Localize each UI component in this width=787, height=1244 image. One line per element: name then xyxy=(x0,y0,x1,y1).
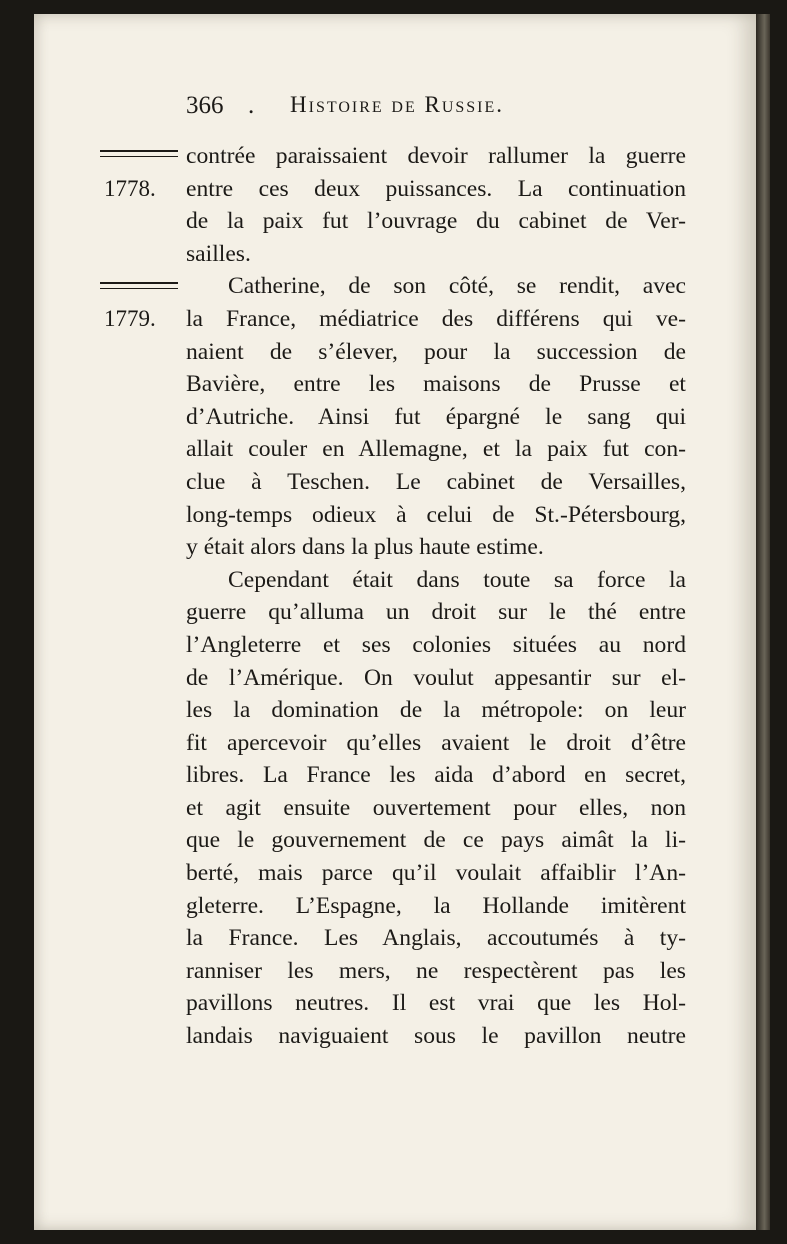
text-line: landais naviguaient sous le pavillon neutre xyxy=(186,1023,686,1050)
page-header xyxy=(186,92,686,128)
text-line: Cependant était dans toute sa force la xyxy=(228,566,686,593)
text-line: berté, mais parce qu’il voulait affaiblir l’An- xyxy=(186,860,686,887)
text-line: Catherine, de son côté, se rendit, avec xyxy=(228,273,686,300)
text-line: long-temps odieux à celui de St.-Pétersbourg, xyxy=(186,501,686,528)
text-line: entre ces deux puissances. La continuation xyxy=(186,175,686,202)
margin-year-1778: 1778. xyxy=(104,176,156,201)
text-line: d’Autriche. Ainsi fut épargné le sang qui xyxy=(186,403,686,430)
text-line: contrée paraissaient devoir rallumer la guerre xyxy=(186,143,686,169)
text-line: la France. Les Anglais, accoutumés à ty- xyxy=(186,925,686,952)
running-title: Histoire de Russie. xyxy=(290,92,505,117)
text-line: y était alors dans la plus haute estime. xyxy=(186,534,544,561)
book-spine-edge xyxy=(756,14,770,1230)
text-line: gleterre. L’Espagne, la Hollande imitèrent xyxy=(186,892,686,919)
page-number: 366 xyxy=(186,92,224,119)
margin-rule-2 xyxy=(100,282,178,289)
text-line: allait couler en Allemagne, et la paix fut con- xyxy=(186,436,686,463)
text-line: Bavière, entre les maisons de Prusse et xyxy=(186,371,686,398)
text-line: naient de s’élever, pour la succession de xyxy=(186,338,686,365)
text-line: clue à Teschen. Le cabinet de Versailles, xyxy=(186,468,686,495)
text-line: la France, médiatrice des différens qui ve- xyxy=(186,305,686,332)
text-line: libres. La France les aida d’abord en secret, xyxy=(186,762,686,789)
text-line: pavillons neutres. Il est vrai que les Hol- xyxy=(186,990,686,1017)
text-line: et agit ensuite ouvertement pour elles, non xyxy=(186,794,686,821)
text-line: l’Angleterre et ses colonies situées au nord xyxy=(186,631,686,658)
margin-rule-1 xyxy=(100,150,178,157)
text-line: fit apercevoir qu’elles avaient le droit d’être xyxy=(186,729,686,756)
text-line: sailles. xyxy=(186,240,251,267)
text-line: les la domination de la métropole: on leur xyxy=(186,697,686,724)
text-line: de l’Amérique. On voulut appesantir sur el- xyxy=(186,664,686,691)
header-separator: . xyxy=(248,92,255,119)
text-line: que le gouvernement de ce pays aimât la li- xyxy=(186,827,686,854)
text-line: guerre qu’alluma un droit sur le thé entre xyxy=(186,599,686,626)
text-line: de la paix fut l’ouvrage du cabinet de Ver- xyxy=(186,208,686,235)
body-text xyxy=(186,140,686,1053)
text-line: ranniser les mers, ne respectèrent pas les xyxy=(186,957,686,984)
margin-year-1779: 1779. xyxy=(104,306,156,331)
